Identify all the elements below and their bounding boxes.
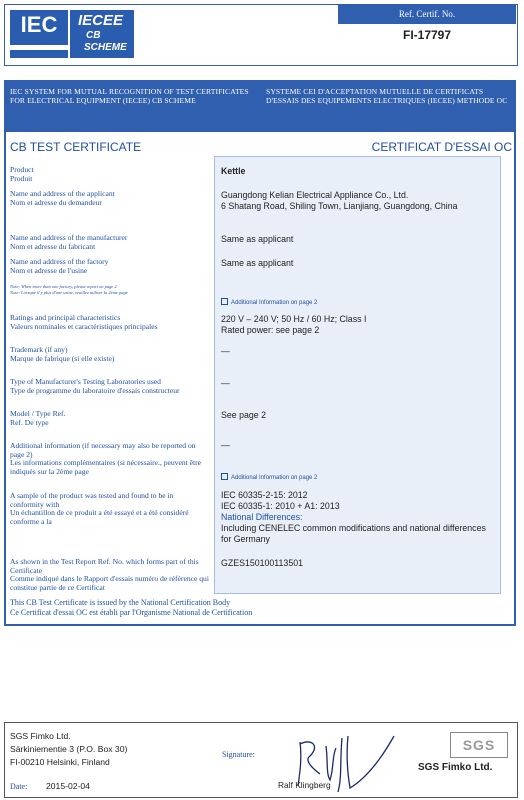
iecee-logo-line3: SCHEME [84, 42, 127, 53]
ref-certificate-label: Ref. Certif. No. [338, 4, 516, 24]
model-label-fr: Ref. De type [10, 417, 49, 427]
signature-label: Signature: [222, 750, 255, 759]
additional-info-checkbox-2[interactable] [221, 473, 317, 481]
stamp-address-1: Särkiniementie 3 (P.O. Box 30) [10, 744, 128, 754]
national-differences-value: Including CENELEC common modifications and national differences for Germany [221, 523, 486, 544]
national-differences-label: National Differences: [221, 512, 303, 522]
trademark-label-en: Trademark (if any) [10, 345, 68, 354]
issued-statement-fr: Ce Certificat d'essai OC est établi par l'Organisme National de Certification [10, 608, 253, 617]
report-label-fr: Comme indiqué dans le Rapport d'essais numéro de référence qui constitue partie de ce Certificat [10, 574, 209, 592]
sample-label-fr: Un échantillon de ce produit a été essayé et a été considéré conforme a la [10, 508, 189, 526]
factory-label-fr: Nom et adresse de l'usine [10, 265, 88, 275]
iec-logo [10, 10, 68, 58]
additional-info-checkbox-1[interactable] [221, 298, 317, 306]
certificate-title-en: CB TEST CERTIFICATE [10, 140, 142, 154]
factory-label-en: Name and address of the factory [10, 257, 109, 266]
applicant-value: Guangdong Kelian Electrical Appliance Co., Ltd. 6 Shatang Road, Shiling Town, Lianjiang, Guangdong, China [221, 190, 458, 211]
report-label-en: As shown in the Test Report Ref. No. which forms part of this Certificate [10, 557, 199, 575]
additional-info-label-1: Additional Information on page 2 [231, 300, 318, 306]
ratings-value: 220 V – 240 V; 50 Hz / 60 Hz; Class I Rated power: see page 2 [221, 314, 367, 335]
report-label [10, 558, 210, 592]
product-value: Kettle [221, 166, 246, 176]
report-number: GZES150100113501 [221, 558, 304, 568]
banner-text-fr: SYSTEME CEI D'ACCEPTATION MUTUELLE DE CERTIFICATS D'ESSAIS DES EQUIPEMENTS ELECTRIQUES (IECEE) METHODE OC [266, 87, 508, 105]
testing-lab-label-fr: Type de programme du laboratoire d'essais constructeur [10, 385, 180, 395]
manufacturer-value: Same as applicant [221, 234, 294, 244]
iecee-cb-scheme-logo [70, 10, 134, 58]
additional-info-value: — [221, 440, 230, 450]
issued-statement [10, 598, 252, 618]
applicant-label-en: Name and address of the applicant [10, 189, 115, 198]
product-label-fr: Produit [10, 173, 33, 183]
banner-text-en: IEC SYSTEM FOR MUTUAL RECOGNITION OF TEST CERTIFICATES FOR ELECTRICAL EQUIPMENT (IECEE) CB SCHEME [10, 87, 249, 105]
product-label-en: Product [10, 165, 34, 174]
signer-name: Ralf Klingberg [278, 780, 331, 790]
additional-info-label [10, 442, 205, 476]
checkbox-icon [221, 298, 228, 305]
manufacturer-label-fr: Nom et adresse du fabricant [10, 241, 96, 251]
iec-logo-bar [10, 45, 68, 50]
testing-lab-value: — [221, 378, 230, 388]
checkbox-icon [221, 473, 228, 480]
stamp-address-2: FI-00210 Helsinki, Finland [10, 757, 110, 767]
ratings-label [10, 314, 210, 331]
manufacturer-label [10, 234, 210, 251]
factory-note-en: Note: When more than one factory, please report on page 2 [10, 284, 117, 289]
sgs-company-name: SGS Fimko Ltd. [418, 762, 493, 773]
date-value: 2015-02-04 [46, 781, 90, 791]
ratings-label-en: Ratings and principal characteristics [10, 313, 121, 322]
trademark-value: — [221, 346, 230, 356]
factory-value: Same as applicant [221, 258, 294, 268]
trademark-label [10, 346, 210, 363]
additional-info-label-en: Additional information (if necessary may also be reported on page 2) [10, 441, 196, 459]
additional-info-label-fr: Les informations complémentaires (si nécessaire., peuvent être indiqués sur la 2ème page [10, 458, 202, 476]
date-label: Date: [10, 782, 28, 791]
sample-label-en: A sample of the product was tested and found to be in conformity with [10, 491, 174, 509]
sample-standard-1: IEC 60335-2-15: 2012 [221, 490, 308, 500]
ref-certificate-number: FI-17797 [402, 28, 452, 42]
sgs-logo: SGS [450, 732, 508, 758]
testing-lab-label-en: Type of Manufacturer's Testing Laboratories used [10, 377, 161, 386]
product-label [10, 166, 210, 183]
applicant-label-fr: Nom et adresse du demandeur [10, 197, 102, 207]
iec-logo-text: IEC [20, 12, 58, 37]
certificate-title-fr: CERTIFICAT D'ESSAI OC [371, 140, 512, 154]
ratings-label-fr: Valeurs nominales et caractéristiques principales [10, 321, 158, 331]
factory-note [10, 284, 210, 295]
sample-label [10, 492, 190, 526]
factory-label [10, 258, 210, 275]
manufacturer-label-en: Name and address of the manufacturer [10, 233, 128, 242]
factory-note-fr: Note: Lorsque il y plus d'une usine, veuillez utiliser la 2ème page [10, 289, 128, 295]
issued-statement-en: This CB Test Certificate is issued by the National Certification Body [10, 598, 231, 607]
additional-info-label-2: Additional Information on page 2 [231, 475, 318, 481]
iecee-logo-line1: IECEE [78, 12, 124, 29]
applicant-label [10, 190, 210, 207]
trademark-label-fr: Marque de fabrique (si elle existe) [10, 353, 115, 363]
testing-lab-label [10, 378, 210, 395]
model-label-en: Model / Type Ref. [10, 409, 66, 418]
iecee-logo-line2: CB [86, 30, 101, 41]
stamp-org-name: SGS Fimko Ltd. [10, 731, 71, 741]
sample-standard-2: IEC 60335-1: 2010 + A1: 2013 [221, 501, 340, 511]
model-value: See page 2 [221, 410, 267, 420]
model-label [10, 410, 210, 427]
